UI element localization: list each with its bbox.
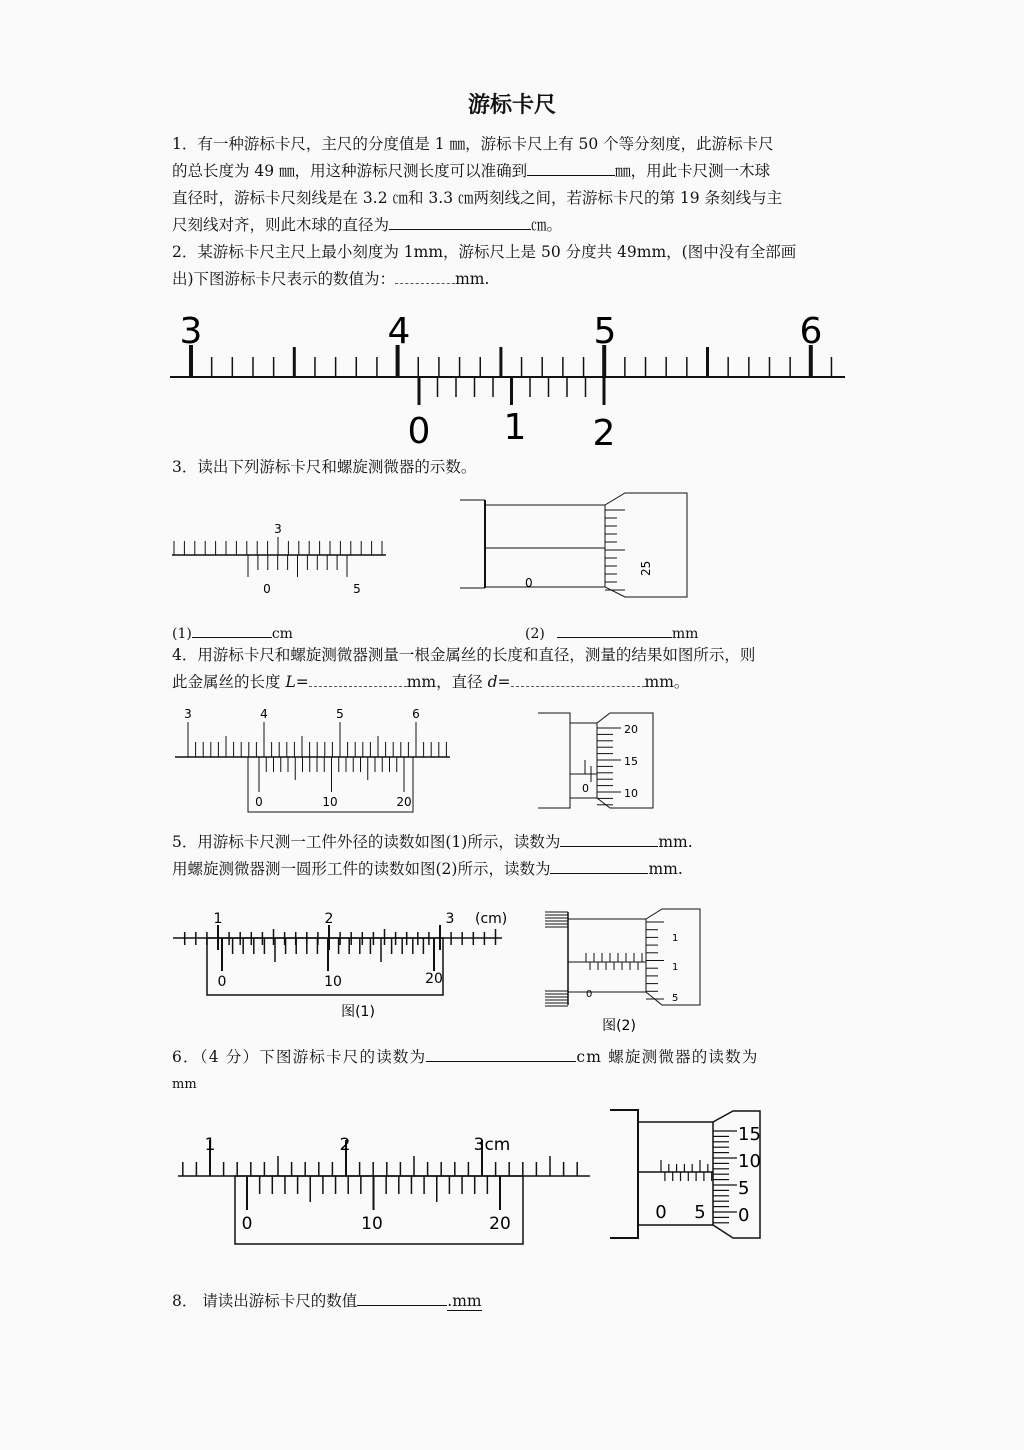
q5-answer-blank-2[interactable] (550, 856, 648, 874)
question-1 (172, 131, 852, 239)
q5-text: mm. (648, 860, 683, 878)
q3-vernier-label: 5 (353, 582, 361, 596)
q4-thimble-label: 15 (624, 755, 638, 768)
q6-vernier-label: 0 (241, 1214, 253, 1234)
q3-main-label: 3 (274, 522, 282, 536)
q3-micrometer-figure (455, 490, 695, 605)
q2-vernier-label: 1 (503, 407, 527, 448)
q5-thimble-label: 1 (672, 962, 679, 973)
q2-text: 出)下图游标卡尺表示的数值为： (172, 270, 396, 288)
q1-text: 尺刻线对齐，则此木球的直径为 (172, 216, 390, 234)
q4-var-d: d (487, 673, 498, 691)
q6-main-label: 1 (204, 1135, 216, 1155)
q4-caliper-figure (172, 702, 457, 820)
q6-caliper-figure (175, 1130, 600, 1250)
q2-caliper-figure (165, 305, 855, 455)
q2-main-label: 5 (593, 311, 617, 352)
question-4 (172, 642, 852, 696)
q4-vernier-label: 20 (396, 795, 412, 809)
q4-text: mm，直径 (406, 673, 488, 691)
q6-sleeve-label: 0 (655, 1202, 667, 1223)
question-2 (172, 239, 852, 293)
q4-main-label: 4 (260, 707, 268, 721)
q5-thimble-label: 5 (672, 993, 679, 1004)
q4-main-label: 3 (184, 707, 192, 721)
q4-answer-blank-1[interactable] (309, 669, 407, 687)
q6-thimble-label: 0 (738, 1205, 750, 1226)
q5-caliper-figure (170, 905, 515, 1030)
q6-thimble-label: 10 (738, 1151, 761, 1172)
q4-main-label: 5 (336, 707, 344, 721)
q4-thimble-label: 10 (624, 787, 638, 800)
q3-answer-blank-2[interactable] (557, 620, 672, 638)
q5-text: 用螺旋测微器测一圆形工件的读数如图(2)所示，读数为 (172, 860, 551, 878)
q4-text: = (295, 673, 309, 691)
q5-main-label: 1 (213, 911, 223, 927)
q5-vernier-label: 20 (425, 971, 443, 987)
q2-answer-blank[interactable] (395, 266, 455, 284)
q4-text: 此金属丝的长度 (172, 673, 286, 691)
q5-fig2-caption: 图(2) (602, 1018, 636, 1034)
q2-main-label: 3 (179, 311, 203, 352)
q4-micrometer-figure (535, 708, 660, 814)
q5-answer-blank-1[interactable] (560, 829, 658, 847)
q1-line-3: 直径时，游标卡尺刻线是在 3.2 ㎝和 3.3 ㎝两刻线之间，若游标卡尺的第 19 条刻线与主 (172, 189, 783, 207)
q3-ans-prefix: (2) (525, 626, 545, 642)
q5-micrometer-figure (540, 905, 705, 1035)
q6-text: cm 螺旋测微器的读数为 (576, 1048, 759, 1066)
q1-line-1: 1．有一种游标卡尺，主尺的分度值是 1 ㎜，游标卡尺上有 50 个等分刻度，此游标卡尺 (172, 135, 774, 153)
q3-answer-2 (525, 620, 698, 642)
q6-sleeve-label: 5 (694, 1202, 706, 1223)
q5-text: mm. (658, 833, 693, 851)
question-8 (172, 1288, 852, 1315)
q6-vernier-label: 10 (361, 1214, 383, 1234)
q6-micrometer-figure (605, 1105, 770, 1245)
q3-caliper-figure (168, 515, 393, 600)
q1-line-2 (172, 158, 852, 185)
q5-line-2 (172, 856, 852, 883)
q4-main-label: 6 (412, 707, 420, 721)
q6-line-2: mm (172, 1077, 197, 1092)
q1-text: ㎝。 (531, 216, 563, 234)
question-5 (172, 829, 852, 883)
q6-text: 6．（4 分）下图游标卡尺的读数为 (172, 1048, 427, 1066)
q3-vernier-label: 0 (263, 582, 271, 596)
q2-line-1: 2．某游标卡尺主尺上最小刻度为 1mm，游标尺上是 50 分度共 49mm，(图中没有全部画 (172, 243, 797, 261)
q1-text: ㎜，用此卡尺测一木球 (615, 162, 771, 180)
q2-vernier-label: 2 (592, 413, 616, 454)
q4-answer-blank-2[interactable] (511, 669, 645, 687)
q5-unit-label: (cm) (475, 911, 508, 927)
q3-ans-prefix: (1) (172, 626, 192, 642)
q6-main-label: 2 (339, 1135, 351, 1155)
q2-vernier-label: 0 (407, 411, 431, 452)
q4-line-1: 4．用游标卡尺和螺旋测微器测量一根金属丝的长度和直径，测量的结果如图所示，则 (172, 646, 756, 664)
q6-answer-blank[interactable] (426, 1044, 576, 1062)
q4-var-L: L (285, 673, 296, 691)
q4-text: = (497, 673, 511, 691)
page-title: 游标卡尺 (467, 93, 556, 118)
q6-main-label: 3cm (473, 1135, 511, 1155)
q4-vernier-label: 0 (255, 795, 263, 809)
q8-text: 8． 请读出游标卡尺的数值 (172, 1292, 358, 1310)
q5-thimble-label: 1 (672, 933, 679, 944)
q2-main-label: 6 (799, 311, 823, 352)
q5-vernier-label: 0 (217, 974, 227, 990)
q3-thimble-label: 25 (639, 560, 653, 576)
q5-vernier-label: 10 (324, 974, 342, 990)
q6-thimble-label: 5 (738, 1178, 750, 1199)
q1-text: 的总长度为 49 ㎜，用这种游标尺测长度可以准确到 (172, 162, 528, 180)
q6-line-1 (172, 1044, 852, 1071)
q3-answer-blank-1[interactable] (192, 620, 272, 638)
q4-text: mm。 (644, 673, 690, 691)
question-3: 3．读出下列游标卡尺和螺旋测微器的示数。 (172, 458, 477, 476)
question-6 (172, 1044, 852, 1098)
q2-main-label: 4 (387, 311, 411, 352)
q1-answer-blank-2[interactable] (389, 212, 531, 230)
q5-fig1-caption: 图(1) (341, 1004, 375, 1020)
q8-answer-blank[interactable] (357, 1288, 447, 1306)
q3-ans-unit: cm (271, 626, 293, 642)
q8-unit: .mm (447, 1292, 482, 1310)
q5-line-1 (172, 829, 852, 856)
q2-text: mm. (455, 270, 490, 288)
q1-answer-blank-1[interactable] (527, 158, 615, 176)
q1-line-4 (172, 212, 852, 239)
q4-thimble-label: 20 (624, 723, 638, 736)
q3-answer-1 (172, 620, 293, 642)
q4-line-2 (172, 669, 852, 696)
q5-sleeve-label: 0 (586, 989, 593, 1000)
q5-main-label: 3 (445, 911, 455, 927)
q6-vernier-label: 20 (489, 1214, 511, 1234)
q3-ans-unit: mm (671, 626, 699, 642)
q2-line-2 (172, 266, 852, 293)
q5-text: 5．用游标卡尺测一工件外径的读数如图(1)所示，读数为 (172, 833, 561, 851)
q6-thimble-label: 15 (738, 1124, 761, 1145)
q3-sleeve-label: 0 (525, 576, 533, 590)
q4-sleeve-label: 0 (582, 782, 589, 795)
q4-vernier-label: 10 (322, 795, 338, 809)
q5-main-label: 2 (324, 911, 334, 927)
